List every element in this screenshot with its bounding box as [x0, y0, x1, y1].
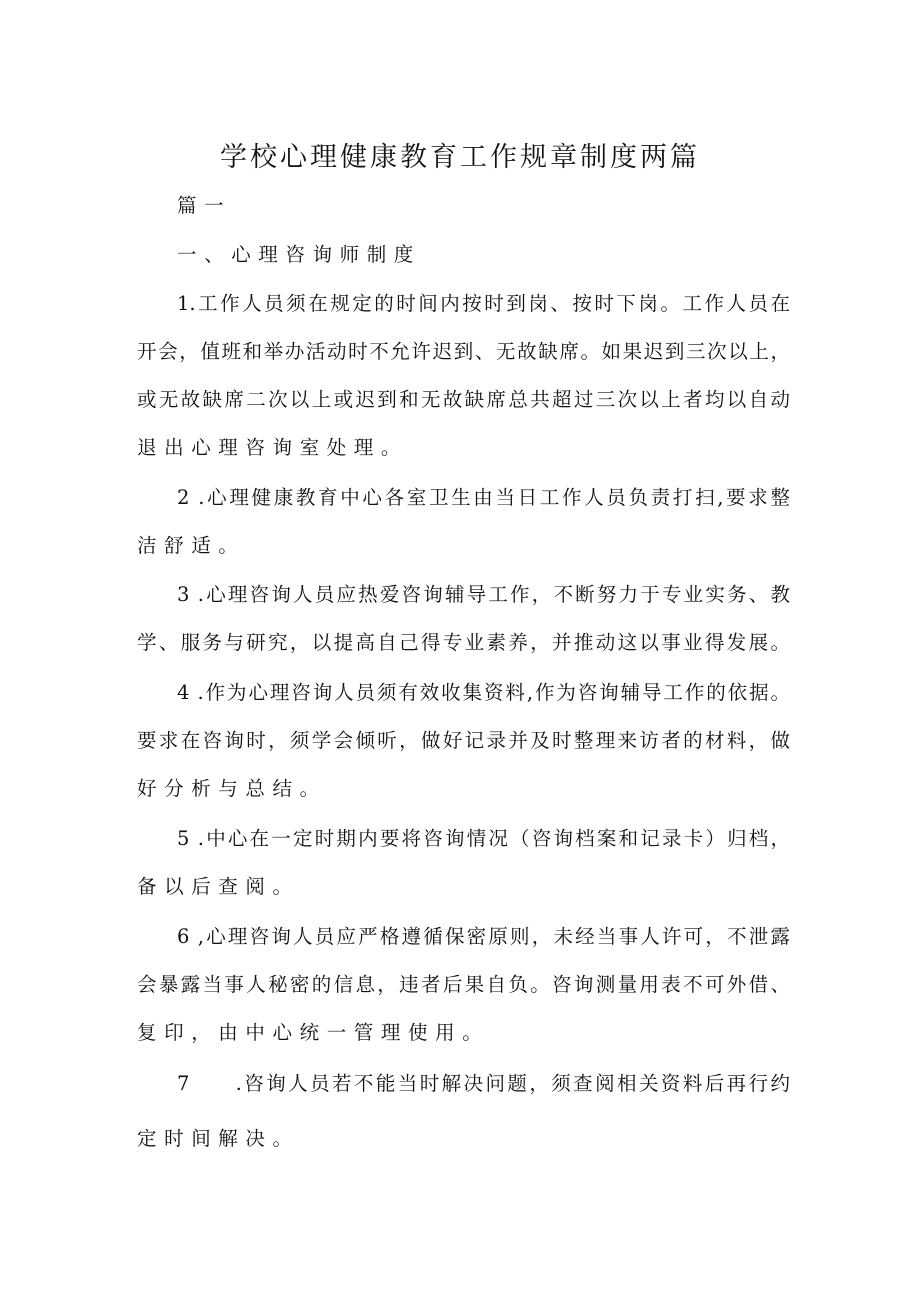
paragraph-line: 1.工作人员须在规定的时间内按时到岗、按时下岗。工作人员在 — [177, 292, 790, 315]
paragraph-line: 要求在咨询时，须学会倾听，做好记录并及时整理来访者的材料，做 — [137, 729, 790, 752]
paragraph-line: 洁舒适。 — [137, 534, 246, 557]
paragraph-line: 复印，由中心统一管理使用。 — [137, 1021, 490, 1044]
part-label: 篇一 — [177, 194, 232, 217]
paragraph-line: 备以后查阅。 — [137, 875, 300, 898]
paragraph-line: 好分析与总结。 — [137, 777, 327, 800]
section-heading: 一、心理咨询师制度 — [177, 243, 421, 266]
paragraph-line: 2 .心理健康教育中心各室卫生由当日工作人员负责打扫,要求整 — [177, 486, 790, 509]
paragraph-line: 定时间解决。 — [137, 1127, 300, 1150]
paragraph-line: 退出心理咨询室处理。 — [137, 436, 409, 459]
paragraph-line: 或无故缺席二次以上或迟到和无故缺席总共超过三次以上者均以自动 — [137, 388, 790, 411]
paragraph-line: 6 ,心理咨询人员应严格遵循保密原则，未经当事人许可，不泄露 — [177, 925, 790, 948]
document-title: 学校心理健康教育工作规章制度两篇 — [220, 142, 700, 173]
paragraph-line: 5 .中心在一定时期内要将咨询情况（咨询档案和记录卡）归档， — [177, 827, 790, 850]
paragraph-line: 3 .心理咨询人员应热爱咨询辅导工作，不断努力于专业实务、教 — [177, 583, 790, 606]
paragraph-line: 开会，值班和举办活动时不允许迟到、无故缺席。如果迟到三次以上， — [137, 340, 790, 363]
paragraph-line: 学、服务与研究，以提高自己得专业素养，并推动这以事业得发展。 — [137, 631, 790, 654]
paragraph-line: 会暴露当事人秘密的信息，违者后果自负。咨询测量用表不可外借、 — [137, 973, 790, 996]
paragraph-line: 4 .作为心理咨询人员须有效收集资料,作为咨询辅导工作的依据。 — [177, 681, 790, 704]
paragraph-line: 7 .咨询人员若不能当时解决问题，须查阅相关资料后再行约 — [177, 1072, 790, 1095]
